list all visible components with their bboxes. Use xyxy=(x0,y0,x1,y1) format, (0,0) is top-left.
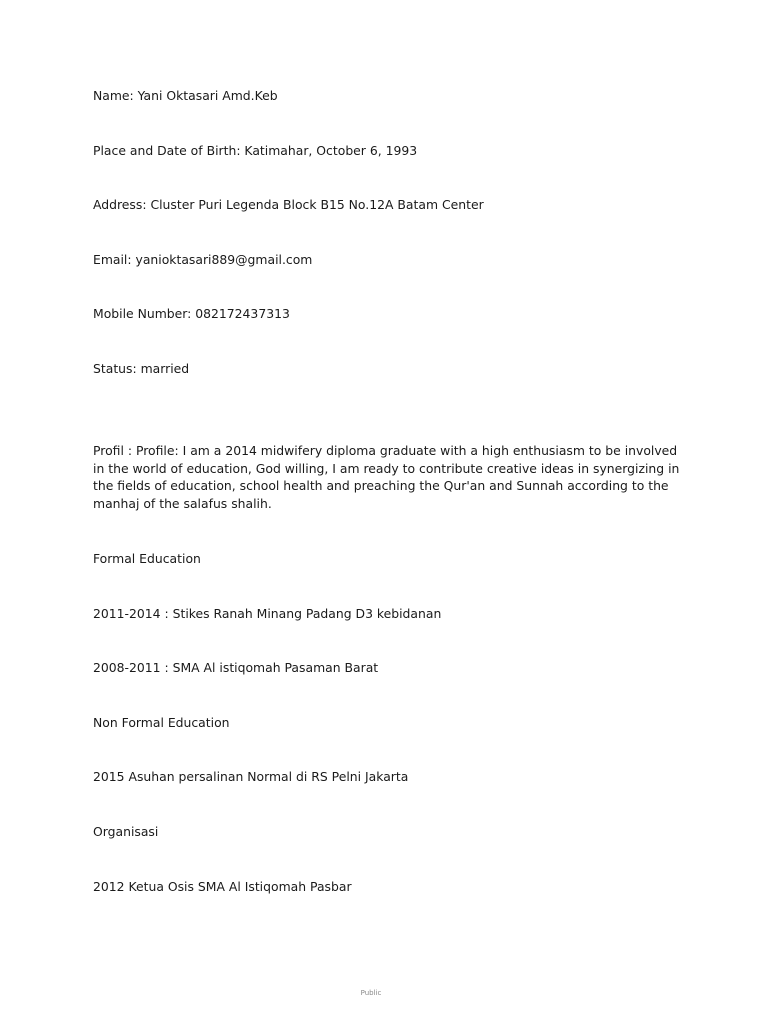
organization-heading: Organisasi xyxy=(93,824,159,839)
non-formal-education-item: 2015 Asuhan persalinan Normal di RS Pelni Jakarta xyxy=(93,769,409,784)
profile-paragraph: Profil : Profile: I am a 2014 midwifery diploma graduate with a high enthusiasm to be involved in the world of education, God willing, I am ready to contribute creative ideas in synergizing in the fields of education, school health and preaching the Qur'an and Sunnah according to the manhaj of the salafus shalih. xyxy=(93,443,680,511)
status-line: Status: married xyxy=(93,361,190,376)
formal-education-item: 2011-2014 : Stikes Ranah Minang Padang D3 kebidanan xyxy=(93,606,442,621)
birth-line: Place and Date of Birth: Katimahar, October 6, 1993 xyxy=(93,143,418,158)
name-line: Name: Yani Oktasari Amd.Keb xyxy=(93,88,278,103)
non-formal-education-heading: Non Formal Education xyxy=(93,715,230,730)
formal-education-heading: Formal Education xyxy=(93,551,201,566)
organization-item: 2012 Ketua Osis SMA Al Istiqomah Pasbar xyxy=(93,879,352,894)
formal-education-item: 2008-2011 : SMA Al istiqomah Pasaman Barat xyxy=(93,660,379,675)
address-line: Address: Cluster Puri Legenda Block B15 No.12A Batam Center xyxy=(93,197,484,212)
email-line: Email: yanioktasari889@gmail.com xyxy=(93,252,313,267)
mobile-line: Mobile Number: 082172437313 xyxy=(93,306,290,321)
classification-footer: Public xyxy=(360,989,382,997)
